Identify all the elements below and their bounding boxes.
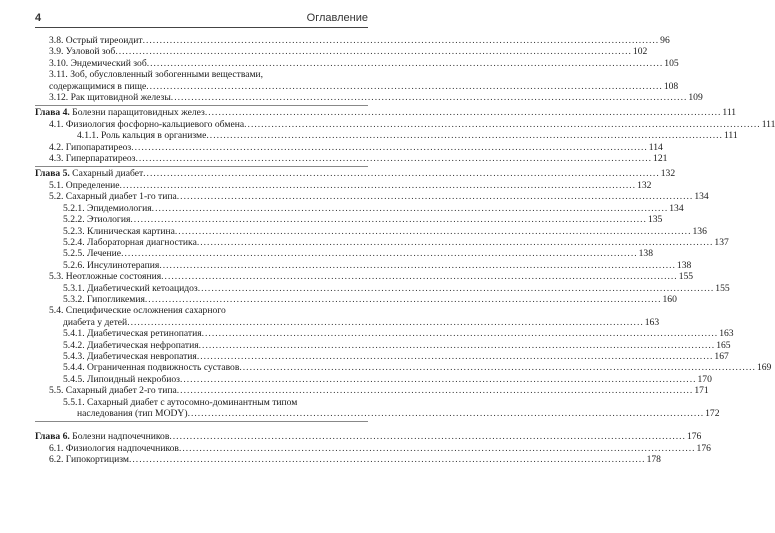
toc-entry[interactable]: диабета у детей ..... 163 xyxy=(35,317,368,328)
toc-entry[interactable]: 5.1. Определение ..... 132 xyxy=(35,180,368,191)
toc-entry[interactable]: наследования (тип MODY) ..... 172 xyxy=(35,408,368,419)
toc-entry[interactable]: 4.2. Гипопаратиреоз ..... 114 xyxy=(35,142,368,153)
toc-chapter-entry[interactable]: Глава 5. Сахарный диабет ..... 132 xyxy=(35,168,368,179)
toc-entry[interactable]: 5.4.1. Диабетическая ретинопатия ..... 163 xyxy=(35,328,368,339)
toc-entry[interactable]: 4.3. Гиперпаратиреоз ..... 121 xyxy=(35,153,368,164)
toc-entry[interactable]: содержащимися в пище ..... 108 xyxy=(35,81,368,92)
toc-group-chapter-4 xyxy=(35,106,775,167)
toc-entry[interactable]: 5.2.3. Клиническая картина ..... 136 xyxy=(35,226,368,237)
toc-entry[interactable]: 3.12. Рак щитовидной железы ..... 109 xyxy=(35,92,368,103)
running-title: Оглавление xyxy=(306,12,368,24)
toc-entry-first-line[interactable]: 5.4. Специфические осложнения сахарного xyxy=(49,305,226,317)
toc-entry[interactable]: 5.4.5. Липоидный некробиоз ..... 170 xyxy=(35,374,368,385)
toc-entry[interactable]: 4.1. Физиология фосфорно-кальциевого обмена ..... 111 xyxy=(35,119,368,130)
toc-entry[interactable]: 3.8. Острый тиреоидит ..... 96 xyxy=(35,35,368,46)
toc-entry[interactable]: 5.4.2. Диабетическая нефропатия ..... 165 xyxy=(35,340,368,351)
section-gap xyxy=(35,422,368,430)
toc-entry[interactable]: 6.2. Гипокортицизм ..... 178 xyxy=(35,454,368,465)
toc-group-chapter-6 xyxy=(35,430,711,467)
toc-entry[interactable]: 5.2. Сахарный диабет 1-го типа ..... 134 xyxy=(35,191,368,202)
toc-entry[interactable]: 5.2.5. Лечение ..... 138 xyxy=(35,248,368,259)
toc-entry[interactable]: 5.5. Сахарный диабет 2-го типа ..... 171 xyxy=(35,385,368,396)
toc-entry[interactable]: 5.3.2. Гипогликемия ..... 160 xyxy=(35,294,368,305)
toc-entry[interactable]: 3.9. Узловой зоб ..... 102 xyxy=(35,46,368,57)
toc-entry[interactable]: 5.4.3. Диабетическая невропатия ..... 167 xyxy=(35,351,368,362)
header-rule xyxy=(35,27,368,28)
page-header xyxy=(35,12,368,28)
toc-group-chapter-5 xyxy=(35,167,772,422)
table-of-contents xyxy=(35,34,775,468)
toc-entry[interactable]: 6.1. Физиология надпочечников ..... 176 xyxy=(35,443,368,454)
toc-entry[interactable]: 3.10. Эндемический зоб ..... 105 xyxy=(35,58,368,69)
toc-entry[interactable]: 5.2.1. Эпидемиология ..... 134 xyxy=(35,203,368,214)
toc-chapter-entry[interactable]: Глава 4. Болезни паращитовидных желез ..... 111 xyxy=(35,107,368,118)
toc-entry-first-line[interactable]: 5.5.1. Сахарный диабет с аутосомно-доминантным типом xyxy=(63,396,298,408)
toc-entry[interactable]: 5.2.2. Этиология ..... 135 xyxy=(35,214,368,225)
toc-entry[interactable]: 4.1.1. Роль кальция в организме ..... 111 xyxy=(35,130,368,141)
toc-group-chapter-3 xyxy=(35,34,703,106)
page-number: 4 xyxy=(35,12,42,24)
toc-entry-first-line[interactable]: 3.11. Зоб, обусловленный зобогенными веществами, xyxy=(49,69,264,81)
toc-entry[interactable]: 5.3.1. Диабетический кетоацидоз ..... 155 xyxy=(35,283,368,294)
toc-entry[interactable]: 5.3. Неотложные состояния ..... 155 xyxy=(35,271,368,282)
toc-chapter-entry[interactable]: Глава 6. Болезни надпочечников ..... 176 xyxy=(35,431,368,442)
toc-entry[interactable]: 5.4.4. Ограниченная подвижность суставов ..... 169 xyxy=(35,362,368,373)
toc-entry[interactable]: 5.2.6. Инсулинотерапия ..... 138 xyxy=(35,260,368,271)
toc-entry[interactable]: 5.2.4. Лабораторная диагностика ..... 137 xyxy=(35,237,368,248)
